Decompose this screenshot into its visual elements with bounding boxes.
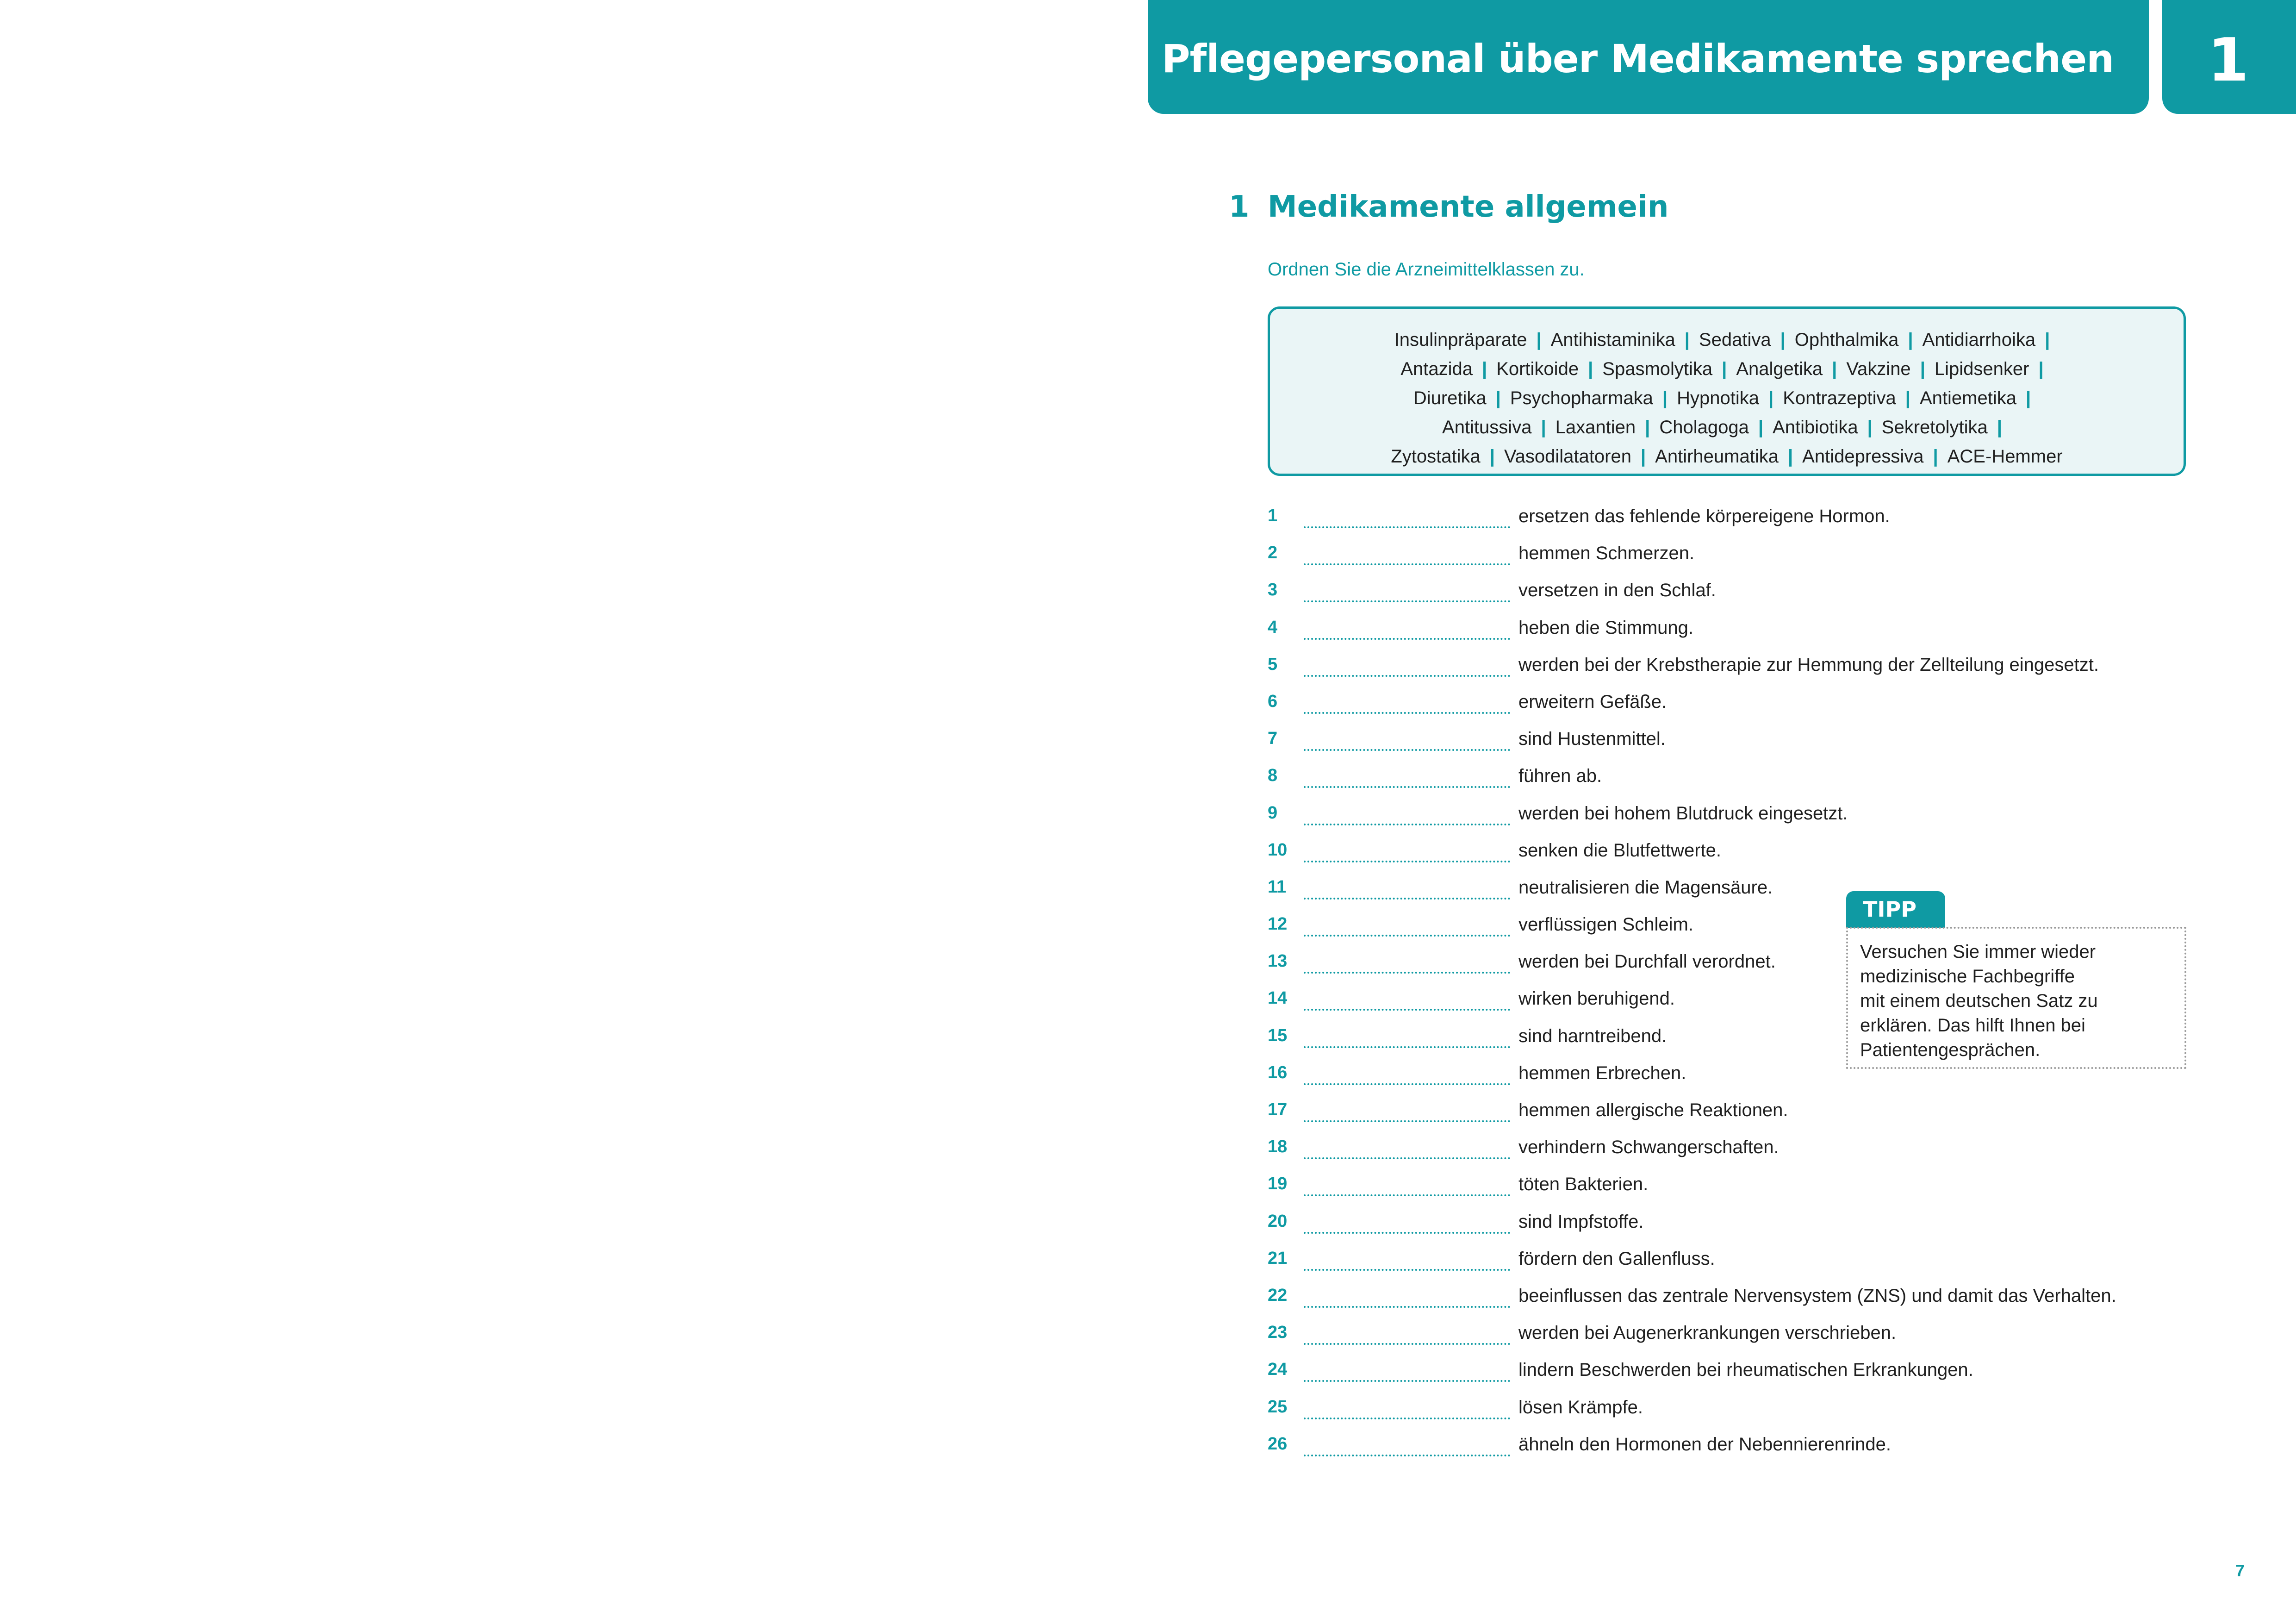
answer-blank[interactable] [1304, 1194, 1510, 1196]
item-number: 24 [1268, 1360, 1288, 1380]
item-description: ähneln den Hormonen der Nebennierenrinde. [1518, 1434, 1891, 1455]
answer-blank[interactable] [1304, 861, 1510, 862]
item-description: hemmen Erbrechen. [1518, 1062, 1686, 1083]
word-bank-box [1268, 306, 2186, 476]
word-separator: | [1495, 388, 1501, 408]
word-separator: | [2038, 359, 2044, 379]
word-bank-term: Cholagoga [1659, 417, 1749, 437]
word-separator: | [1489, 446, 1495, 467]
word-separator: | [1645, 417, 1650, 437]
item-number: 8 [1268, 766, 1278, 786]
word-separator: | [1758, 417, 1764, 437]
word-bank-term: Analgetika [1736, 359, 1823, 379]
word-separator: | [1920, 359, 1925, 379]
word-separator: | [1588, 359, 1593, 379]
item-number: 11 [1268, 877, 1287, 897]
chapter-number-box [2162, 0, 2296, 114]
item-number: 16 [1268, 1062, 1288, 1082]
item-number: 14 [1268, 988, 1288, 1008]
item-description: senken die Blutfettwerte. [1518, 840, 1722, 861]
page-number: 7 [2235, 1561, 2245, 1580]
item-description: hemmen allergische Reaktionen. [1518, 1100, 1788, 1120]
tip-label [1846, 891, 1945, 928]
item-number: 20 [1268, 1211, 1288, 1231]
item-number: 4 [1268, 617, 1278, 637]
item-description: führen ab. [1518, 766, 1602, 787]
word-separator: | [2025, 388, 2031, 408]
answer-blank[interactable] [1304, 1232, 1510, 1234]
item-description: werden bei Durchfall verordnet. [1518, 951, 1776, 972]
answer-blank[interactable] [1304, 898, 1510, 899]
chapter-title: Mit Pflegepersonal über Medikamente sprechen [1079, 36, 2114, 81]
word-bank-term: Antazida [1400, 359, 1473, 379]
answer-blank[interactable] [1304, 1455, 1510, 1456]
item-description: sind Hustenmittel. [1518, 729, 1666, 750]
answer-blank[interactable] [1304, 972, 1510, 974]
word-bank-term: Vasodilatatoren [1504, 446, 1631, 467]
word-separator: | [1722, 359, 1727, 379]
word-bank-term: Antitussiva [1442, 417, 1532, 437]
item-description: werden bei der Krebstherapie zur Hemmung der Zellteilung eingesetzt. [1518, 654, 2099, 675]
word-bank-term: Sedativa [1699, 330, 1771, 350]
answer-blank[interactable] [1304, 1120, 1510, 1122]
answer-blank[interactable] [1304, 600, 1510, 602]
word-separator: | [1541, 417, 1546, 437]
word-bank-term: Lipidsenker [1934, 359, 2029, 379]
answer-blank[interactable] [1304, 935, 1510, 937]
item-description: erweitern Gefäße. [1518, 691, 1667, 712]
item-description: verhindern Schwangerschaften. [1518, 1137, 1779, 1158]
word-separator: | [1768, 388, 1774, 408]
word-separator: | [1662, 388, 1668, 408]
item-description: werden bei hohem Blutdruck eingesetzt. [1518, 803, 1848, 824]
item-description: ersetzen das fehlende körpereigene Hormon. [1518, 506, 1890, 526]
item-description: sind Impfstoffe. [1518, 1211, 1644, 1232]
word-bank-term: Spasmolytika [1602, 359, 1713, 379]
word-separator: | [1997, 417, 2002, 437]
word-bank-term: Sekretolytika [1881, 417, 1988, 437]
item-number: 5 [1268, 654, 1278, 674]
answer-blank[interactable] [1304, 526, 1510, 528]
word-separator: | [1536, 330, 1542, 350]
word-bank-line [1270, 442, 2184, 471]
word-bank-term: ACE-Hemmer [1947, 446, 2063, 467]
tip-text-line: mit einem deutschen Satz zu [1860, 991, 2098, 1011]
answer-blank[interactable] [1304, 675, 1510, 677]
word-bank-term: Kortikoide [1496, 359, 1579, 379]
item-description: lindern Beschwerden bei rheumatischen Erkrankungen. [1518, 1360, 1973, 1380]
word-bank-line [1270, 384, 2184, 413]
word-separator: | [1640, 446, 1646, 467]
word-bank-term: Antihistaminika [1550, 330, 1675, 350]
word-bank-line [1270, 355, 2184, 384]
item-number: 2 [1268, 543, 1278, 563]
answer-blank[interactable] [1304, 1343, 1510, 1345]
word-separator: | [1905, 388, 1910, 408]
item-number: 21 [1268, 1248, 1288, 1268]
item-number: 15 [1268, 1025, 1288, 1045]
word-separator: | [1908, 330, 1913, 350]
item-description: neutralisieren die Magensäure. [1518, 877, 1773, 898]
word-separator: | [1832, 359, 1837, 379]
answer-blank[interactable] [1304, 638, 1510, 640]
answer-blank[interactable] [1304, 1046, 1510, 1048]
item-description: hemmen Schmerzen. [1518, 543, 1695, 564]
item-number: 26 [1268, 1434, 1288, 1454]
answer-blank[interactable] [1304, 1269, 1510, 1271]
answer-blank[interactable] [1304, 563, 1510, 565]
item-number: 6 [1268, 691, 1278, 711]
word-bank-line [1270, 413, 2184, 442]
item-number: 13 [1268, 951, 1288, 971]
answer-blank[interactable] [1304, 786, 1510, 788]
word-bank-term: Antidepressiva [1802, 446, 1924, 467]
word-separator: | [1787, 446, 1793, 467]
answer-blank[interactable] [1304, 1306, 1510, 1308]
exercise-instruction: Ordnen Sie die Arzneimittelklassen zu. [1268, 259, 1585, 280]
item-number: 9 [1268, 803, 1278, 823]
item-description: wirken beruhigend. [1518, 988, 1675, 1009]
answer-blank[interactable] [1304, 1157, 1510, 1159]
word-bank-term: Antidiarrhoika [1922, 330, 2036, 350]
answer-blank[interactable] [1304, 1009, 1510, 1011]
item-description: heben die Stimmung. [1518, 617, 1694, 638]
section-heading [1229, 190, 1668, 224]
answer-blank[interactable] [1304, 1380, 1510, 1382]
item-description: werden bei Augenerkrankungen verschrieben. [1518, 1323, 1897, 1343]
word-bank-term: Vakzine [1846, 359, 1911, 379]
item-description: verflüssigen Schleim. [1518, 914, 1693, 935]
word-bank-term: Diuretika [1413, 388, 1487, 408]
chapter-number: 1 [2208, 26, 2249, 95]
tip-label-text: TIPP [1863, 897, 1916, 922]
item-number: 18 [1268, 1137, 1288, 1157]
answer-blank[interactable] [1304, 749, 1510, 751]
word-separator: | [1684, 330, 1690, 350]
item-number: 23 [1268, 1323, 1288, 1343]
chapter-header [1079, 0, 2149, 114]
word-separator: | [1780, 330, 1786, 350]
item-description: sind harntreibend. [1518, 1025, 1667, 1046]
answer-blank[interactable] [1304, 1418, 1510, 1419]
section-title: Medikamente allgemein [1268, 190, 1669, 224]
word-bank-term: Antiemetika [1919, 388, 2016, 408]
tip-text-line: erklären. Das hilft Ihnen bei [1860, 1015, 2085, 1036]
tip-text-line: medizinische Fachbegriffe [1860, 966, 2075, 987]
tip-text-line: Versuchen Sie immer wieder [1860, 942, 2096, 962]
word-bank-term: Ophthalmika [1794, 330, 1899, 350]
word-separator: | [1481, 359, 1487, 379]
item-number: 25 [1268, 1397, 1288, 1417]
answer-blank[interactable] [1304, 712, 1510, 714]
word-bank-term: Antirheumatika [1655, 446, 1779, 467]
word-bank-line [1270, 325, 2184, 355]
tip-box [1846, 927, 2186, 1069]
word-bank-term: Kontrazeptiva [1783, 388, 1896, 408]
word-bank-term: Laxantien [1555, 417, 1636, 437]
item-number: 7 [1268, 729, 1278, 749]
item-number: 12 [1268, 914, 1288, 934]
item-description: versetzen in den Schlaf. [1518, 580, 1716, 601]
item-description: lösen Krämpfe. [1518, 1397, 1643, 1418]
item-number: 1 [1268, 506, 1278, 525]
item-number: 22 [1268, 1285, 1288, 1305]
item-description: beeinflussen das zentrale Nervensystem (ZNS) und damit das Verhalten. [1518, 1285, 2116, 1306]
word-separator: | [1867, 417, 1873, 437]
word-bank-term: Hypnotika [1677, 388, 1759, 408]
item-number: 3 [1268, 580, 1278, 600]
word-separator: | [2045, 330, 2050, 350]
word-bank-term: Zytostatika [1391, 446, 1481, 467]
item-number: 10 [1268, 840, 1288, 860]
answer-blank[interactable] [1304, 824, 1510, 825]
item-number: 19 [1268, 1174, 1288, 1194]
word-bank-term: Antibiotika [1773, 417, 1858, 437]
tip-text-line: Patientengesprächen. [1860, 1040, 2041, 1060]
item-description: fördern den Gallenfluss. [1518, 1248, 1715, 1269]
word-bank-term: Insulinpräparate [1394, 330, 1527, 350]
item-description: töten Bakterien. [1518, 1174, 1649, 1195]
word-separator: | [1933, 446, 1938, 467]
word-bank-term: Psychopharmaka [1510, 388, 1653, 408]
section-number: 1 [1229, 190, 1250, 224]
item-number: 17 [1268, 1100, 1288, 1119]
answer-blank[interactable] [1304, 1083, 1510, 1085]
